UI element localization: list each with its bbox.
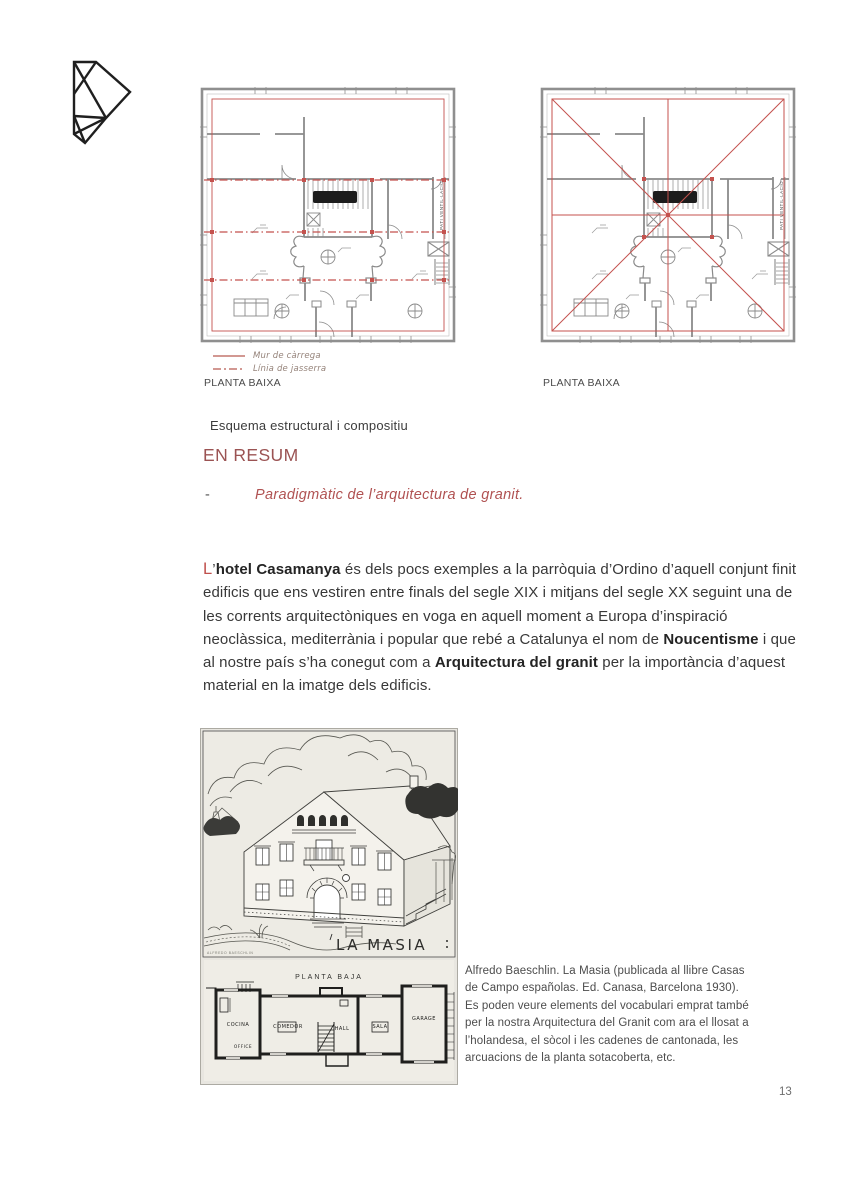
body-text: i que al nostre país s’ha conegut com a [203, 630, 796, 672]
plan-legend [212, 350, 326, 374]
room-label-office: OFFICE [233, 1045, 253, 1050]
studio-logo-icon [60, 50, 180, 170]
legend-label: Mur de càrrega [253, 350, 321, 361]
masia-signature: ALFREDO BAESCHLIN [207, 951, 254, 955]
body-text: ’ [212, 561, 216, 578]
body-text: és dels pocs exemples a la parròquia d’Ordino d’aquell conjunt finit edificis que ens vestiren entre finals del segle XIX i mitjans del segle XX seguint una de les corrents arquitectòniques en voga en aquell moment a Europa d’inspiració neoclàssica, mediterrània i popular que rebé a Catalunya el nom de [203, 561, 797, 648]
photo-caption: Alfredo Baeschlin. La Masia (publicada al llibre Casas de Campo españolas. Ed. Canasa, Barcelona 1930). Es poden veure elements del vocabulari emprat també per la nostra Arquitectura del Granit com ara el llosat a l’holandesa, el sòcol i les cadenes de cantonada, les arcuacions de la planta sotacoberta, etc. [465, 965, 749, 1065]
legend-label: Línia de jasserra [253, 363, 327, 374]
room-label-comedor: COMEDOR [273, 1024, 303, 1030]
section-heading: EN RESUM [203, 445, 299, 465]
figure-caption: Esquema estructural i compositiu [210, 418, 408, 433]
body-paragraph [203, 558, 801, 698]
room-label-sala: SALA [372, 1024, 388, 1030]
body-bold: Arquitectura del granit [434, 654, 599, 672]
plan-right-compositional [540, 87, 796, 343]
bullet-dash: - [205, 487, 210, 503]
plan-right-title: PLANTA BAIXA [543, 377, 620, 389]
legend-item-jasserra [212, 363, 326, 374]
room-label-garage: GARAGE [412, 1016, 436, 1022]
legend-solid-line-icon [212, 353, 246, 359]
legend-dashdot-line-icon [212, 366, 246, 372]
room-label-cocina: COCINA [226, 1022, 250, 1028]
body-bold: Noucentisme [663, 630, 759, 648]
body-text: per la importància d’aquest material en la imatge dels edificis. [203, 654, 786, 695]
pati-ventilacio-label: PATI VENTIL·LACIO [779, 180, 784, 230]
masia-title: LA MASIA [336, 936, 428, 954]
logo-lines [74, 62, 130, 143]
bullet-text: Paradigmàtic de l’arquitectura de granit. [255, 487, 524, 503]
plan-left-structural [200, 87, 456, 343]
pati-ventilacio-label: PATI VENTIL·LACIO [439, 180, 444, 230]
dropcap-letter: L [203, 560, 213, 578]
body-bold: hotel Casamanya [215, 561, 341, 578]
floor-plans-figure [198, 85, 803, 350]
masia-illustration [200, 728, 458, 1085]
bullet-item [205, 487, 524, 503]
legend-item-mur [212, 350, 326, 361]
page-number: 13 [779, 1086, 792, 1098]
room-label-hall: HALL [334, 1026, 350, 1032]
plan-left-title: PLANTA BAIXA [204, 377, 281, 389]
planta-baja-title: PLANTA BAJA [295, 974, 363, 981]
